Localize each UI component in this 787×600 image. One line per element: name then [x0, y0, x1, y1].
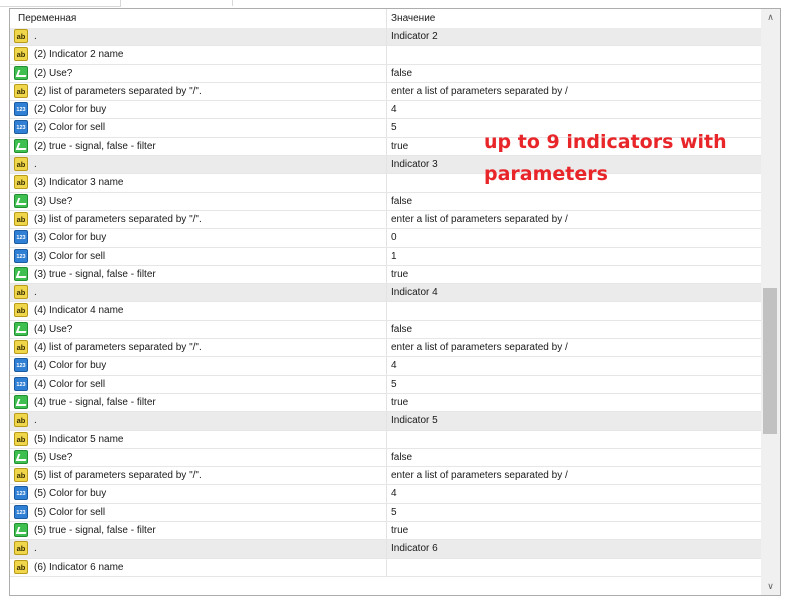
boolean-type-icon	[14, 523, 28, 537]
number-type-icon: 123	[14, 358, 28, 372]
parameter-name: (5) Color for sell	[34, 506, 106, 518]
cell-divider	[386, 65, 387, 82]
parameter-name: (5) Color for buy	[34, 488, 107, 500]
parameter-row[interactable]	[10, 504, 761, 522]
parameter-value[interactable]: Indicator 2	[391, 31, 438, 42]
parameter-row[interactable]	[10, 229, 761, 247]
parameter-name: .	[34, 159, 37, 171]
parameter-value[interactable]: true	[391, 268, 409, 280]
cell-divider	[386, 119, 387, 136]
string-type-icon: ab	[14, 560, 28, 574]
parameter-row[interactable]	[10, 376, 761, 394]
parameter-name: (4) true - signal, false - filter	[34, 396, 156, 408]
parameter-name: (2) Use?	[34, 67, 73, 79]
column-header-value[interactable]: Значение	[391, 13, 436, 24]
inputs-property-grid	[9, 8, 781, 596]
tab-edge	[0, 0, 121, 7]
cell-divider	[386, 211, 387, 228]
chevron-up-icon[interactable]: ∧	[767, 12, 774, 22]
grid-header	[10, 9, 761, 29]
parameter-name: (2) Color for buy	[34, 104, 107, 116]
parameter-row[interactable]	[10, 83, 761, 101]
cell-divider	[386, 431, 387, 448]
parameter-row[interactable]	[10, 467, 761, 485]
cell-divider	[386, 248, 387, 265]
parameter-value[interactable]: false	[391, 323, 413, 335]
number-type-icon: 123	[14, 230, 28, 244]
parameter-name: (5) Use?	[34, 451, 73, 463]
string-type-icon: ab	[14, 84, 28, 98]
parameter-row[interactable]	[10, 284, 761, 302]
string-type-icon: ab	[14, 303, 28, 317]
parameter-value[interactable]: false	[391, 195, 413, 207]
boolean-type-icon	[14, 322, 28, 336]
column-divider[interactable]	[386, 9, 387, 28]
parameter-row[interactable]	[10, 101, 761, 119]
parameter-value[interactable]: enter a list of parameters separated by /	[391, 470, 568, 482]
parameter-row[interactable]	[10, 266, 761, 284]
string-type-icon: ab	[14, 157, 28, 171]
scrollbar-thumb[interactable]	[763, 288, 777, 434]
number-type-icon: 123	[14, 102, 28, 116]
parameter-name: (5) true - signal, false - filter	[34, 525, 156, 537]
parameter-name: .	[34, 31, 37, 42]
parameter-name: (3) Color for sell	[34, 250, 106, 262]
parameter-row[interactable]	[10, 248, 761, 266]
cell-divider	[386, 321, 387, 338]
number-type-icon: 123	[14, 249, 28, 263]
boolean-type-icon	[14, 450, 28, 464]
parameter-name: (6) Indicator 6 name	[34, 561, 124, 573]
cell-divider	[386, 229, 387, 246]
cell-divider	[386, 138, 387, 155]
cell-divider	[386, 394, 387, 411]
parameter-value[interactable]: true	[391, 525, 409, 537]
parameter-value[interactable]: false	[391, 67, 413, 79]
parameter-value[interactable]: 5	[391, 122, 397, 134]
cell-divider	[386, 266, 387, 283]
cell-divider	[386, 540, 387, 557]
string-type-icon: ab	[14, 432, 28, 446]
cell-divider	[386, 522, 387, 539]
parameter-row[interactable]	[10, 28, 761, 46]
parameter-name: (3) list of parameters separated by "/".	[34, 213, 202, 225]
number-type-icon: 123	[14, 120, 28, 134]
parameter-row[interactable]	[10, 394, 761, 412]
cell-divider	[386, 559, 387, 576]
parameter-name: .	[34, 415, 37, 427]
parameter-name: (3) Color for buy	[34, 232, 107, 244]
parameter-value[interactable]: Indicator 3	[391, 159, 438, 171]
parameter-value[interactable]: 5	[391, 378, 397, 390]
parameter-row[interactable]	[10, 65, 761, 83]
cell-divider	[386, 46, 387, 63]
parameter-name: (3) Use?	[34, 195, 73, 207]
parameter-name: (5) list of parameters separated by "/".	[34, 470, 202, 482]
string-type-icon: ab	[14, 541, 28, 555]
string-type-icon: ab	[14, 175, 28, 189]
parameter-name: (2) true - signal, false - filter	[34, 140, 156, 152]
number-type-icon: 123	[14, 377, 28, 391]
string-type-icon: ab	[14, 29, 28, 43]
cell-divider	[386, 83, 387, 100]
parameter-value[interactable]: Indicator 4	[391, 287, 438, 299]
promo-annotation-line-2: parameters	[484, 163, 608, 185]
parameter-value[interactable]: 5	[391, 506, 397, 518]
string-type-icon: ab	[14, 47, 28, 61]
parameter-row[interactable]	[10, 431, 761, 449]
cell-divider	[386, 412, 387, 429]
parameter-name: (5) Indicator 5 name	[34, 433, 124, 445]
parameter-value[interactable]: Indicator 6	[391, 543, 438, 555]
cell-divider	[386, 504, 387, 521]
parameter-name: (2) Color for sell	[34, 122, 106, 134]
parameter-value[interactable]: true	[391, 396, 409, 408]
parameter-row[interactable]	[10, 302, 761, 320]
string-type-icon: ab	[14, 340, 28, 354]
string-type-icon: ab	[14, 468, 28, 482]
tab-divider	[232, 0, 233, 6]
parameter-row[interactable]	[10, 522, 761, 540]
string-type-icon: ab	[14, 212, 28, 226]
cell-divider	[386, 467, 387, 484]
boolean-type-icon	[14, 66, 28, 80]
parameter-value[interactable]: false	[391, 451, 413, 463]
parameter-row[interactable]	[10, 321, 761, 339]
parameter-name: (2) Indicator 2 name	[34, 49, 124, 61]
vertical-scrollbar[interactable]	[761, 9, 780, 595]
cell-divider	[386, 284, 387, 301]
parameter-name: (3) true - signal, false - filter	[34, 268, 156, 280]
boolean-type-icon	[14, 194, 28, 208]
cell-divider	[386, 485, 387, 502]
parameter-name: (4) list of parameters separated by "/".	[34, 342, 202, 354]
parameter-rows	[10, 28, 761, 577]
parameter-row[interactable]	[10, 540, 761, 558]
boolean-type-icon	[14, 267, 28, 281]
promo-annotation	[484, 126, 744, 190]
parameter-value[interactable]: 4	[391, 104, 397, 116]
top-tab-strip	[0, 0, 787, 8]
parameter-value[interactable]: true	[391, 140, 409, 152]
parameter-value[interactable]: 1	[391, 250, 397, 262]
string-type-icon: ab	[14, 285, 28, 299]
parameter-name: (2) list of parameters separated by "/".	[34, 85, 202, 97]
cell-divider	[386, 28, 387, 45]
parameter-value[interactable]: enter a list of parameters separated by /	[391, 85, 568, 97]
boolean-type-icon	[14, 395, 28, 409]
chevron-down-icon[interactable]: ∨	[767, 581, 774, 591]
parameter-name: (4) Use?	[34, 323, 73, 335]
parameter-name: (4) Color for buy	[34, 360, 107, 372]
cell-divider	[386, 174, 387, 191]
cell-divider	[386, 339, 387, 356]
parameter-value[interactable]: 0	[391, 232, 397, 244]
parameter-row[interactable]	[10, 46, 761, 64]
cell-divider	[386, 449, 387, 466]
grid-viewport	[10, 9, 761, 595]
parameter-row[interactable]	[10, 357, 761, 375]
column-header-variable[interactable]: Переменная	[18, 13, 77, 24]
parameter-name: (4) Color for sell	[34, 378, 106, 390]
parameter-value[interactable]: enter a list of parameters separated by /	[391, 342, 568, 354]
parameter-row[interactable]	[10, 449, 761, 467]
cell-divider	[386, 376, 387, 393]
cell-divider	[386, 193, 387, 210]
number-type-icon: 123	[14, 505, 28, 519]
parameter-value[interactable]: 4	[391, 360, 397, 372]
parameter-name: .	[34, 543, 37, 555]
parameter-row[interactable]	[10, 193, 761, 211]
parameter-row[interactable]	[10, 559, 761, 577]
promo-annotation-line-1: up to 9 indicators with	[484, 131, 727, 153]
cell-divider	[386, 101, 387, 118]
boolean-type-icon	[14, 139, 28, 153]
parameter-name: .	[34, 287, 37, 299]
parameter-value[interactable]: enter a list of parameters separated by /	[391, 213, 568, 225]
parameter-value[interactable]: Indicator 5	[391, 415, 438, 427]
string-type-icon: ab	[14, 413, 28, 427]
parameter-name: (3) Indicator 3 name	[34, 177, 124, 189]
cell-divider	[386, 357, 387, 374]
parameter-name: (4) Indicator 4 name	[34, 305, 124, 317]
parameter-row[interactable]	[10, 211, 761, 229]
number-type-icon: 123	[14, 486, 28, 500]
cell-divider	[386, 156, 387, 173]
parameter-row[interactable]	[10, 412, 761, 430]
cell-divider	[386, 302, 387, 319]
parameter-value[interactable]: 4	[391, 488, 397, 500]
parameter-row[interactable]	[10, 339, 761, 357]
parameter-row[interactable]	[10, 485, 761, 503]
